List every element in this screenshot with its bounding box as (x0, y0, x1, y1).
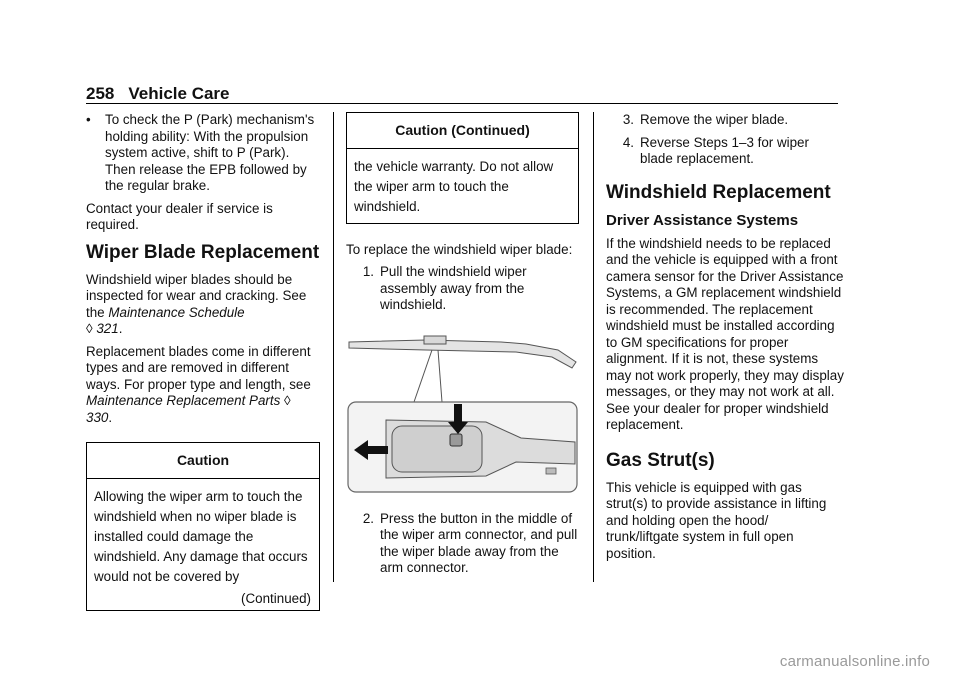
step-4 (606, 135, 844, 168)
step-4-text: Reverse Steps 1–3 for wiper blade replacement. (640, 134, 809, 166)
ref-symbol: ◊ (86, 321, 93, 336)
bullet-mark: • (86, 112, 91, 127)
inspection-text: Windshield wiper blades should be inspected for wear and cracking. See the (86, 271, 307, 320)
callout-line-left (414, 350, 432, 402)
wiper-arm-shape (349, 340, 576, 368)
step-1-text: Pull the windshield wiper assembly away from the windshield. (380, 264, 527, 312)
bullet-text: To check the P (Park) mechanism's holding ability: With the propulsion system active, shift to P (Park). Then release the EPB followed by the regular brake. (105, 112, 315, 193)
header-rule (86, 103, 838, 104)
callout-line-right (438, 350, 442, 402)
step-1-number: 1. (362, 264, 374, 279)
page-ref-330[interactable]: 330 (86, 409, 109, 425)
caution-title: Caution (87, 443, 319, 479)
step-2-number: 2. (362, 510, 374, 526)
step-3-number: 3. (622, 112, 634, 127)
section-title: Vehicle Care (128, 84, 230, 103)
column-divider-1 (333, 112, 334, 582)
inspection-paragraph: Windshield wiper blades should be inspected for wear and cracking. See the Maintenance Schedule ◊ 321. (86, 271, 307, 336)
page-header (86, 84, 230, 104)
windshield-paragraph: If the windshield needs to be replaced and the vehicle is equipped with a front camera sensor for the Driver Assistance Systems, a GM replacement windshield is recommended. The replacement windshield must be installed according to GM specifications for proper alignment. If it is not, these systems may not work properly, they may display messages, or they may not work at all. See your dealer for proper windshield replacement. (606, 235, 844, 432)
column-3 (606, 112, 844, 568)
replacement-paragraph: Replacement blades come in different types and are removed in different ways. For proper type and length, see Maintenance Replacement Parts ◊ 330. (86, 343, 311, 425)
replacement-parts-link[interactable]: Maintenance Replacement Parts (86, 393, 281, 408)
step-4-number: 4. (622, 134, 634, 150)
wiper-illustration-svg (346, 330, 579, 495)
step-3 (606, 112, 844, 129)
caution-continued-title: Caution (Continued) (347, 113, 578, 149)
step-2 (346, 511, 579, 577)
page-number: 258 (86, 84, 115, 103)
caution-continued: (Continued) (241, 590, 311, 606)
ref-symbol: ◊ (284, 393, 291, 408)
caution-continued-box (346, 112, 579, 224)
windshield-heading: Windshield Replacement (606, 181, 831, 203)
caution-continued-body: the vehicle warranty. Do not allow the wiper arm to touch the windshield. (354, 158, 554, 214)
caution-body: Allowing the wiper arm to touch the windshield when no wiper blade is installed could damage the windshield. Any damage that occurs would not be covered by (94, 488, 308, 584)
page-ref-321[interactable]: 321 (96, 321, 119, 336)
column-1 (86, 112, 320, 611)
gas-strut-heading: Gas Strut(s) (606, 449, 715, 471)
connector-detail-shape (392, 426, 482, 472)
contact-dealer-text: Contact your dealer if service is required. (86, 200, 273, 232)
replace-intro: To replace the windshield wiper blade: (346, 241, 573, 257)
bullet-item (86, 112, 320, 201)
gas-strut-paragraph: This vehicle is equipped with gas strut(s) to provide assistance in lifting and holding open the hood/ trunk/liftgate system in full open position. (606, 479, 827, 561)
release-button-shape (450, 434, 462, 446)
replacement-text: Replacement blades come in different types and are removed in different ways. For proper type and length, see (86, 343, 311, 392)
wiper-blade-heading: Wiper Blade Replacement (86, 241, 320, 263)
column-divider-2 (593, 112, 594, 582)
step-2-text: Press the button in the middle of the wiper arm connector, and pull the wiper blade away from the arm connector. (380, 510, 578, 575)
driver-assistance-heading: Driver Assistance Systems (606, 211, 799, 229)
watermark: carmanualsonline.info (779, 653, 930, 670)
arm-connector-shape (424, 336, 446, 344)
step-3-text: Remove the wiper blade. (640, 112, 789, 127)
caution-box (86, 442, 320, 611)
wiper-illustration (346, 330, 579, 495)
blade-tip-shape (546, 468, 556, 474)
step-1 (346, 264, 579, 314)
maintenance-schedule-link[interactable]: Maintenance Schedule (108, 304, 245, 320)
column-2 (346, 112, 579, 583)
